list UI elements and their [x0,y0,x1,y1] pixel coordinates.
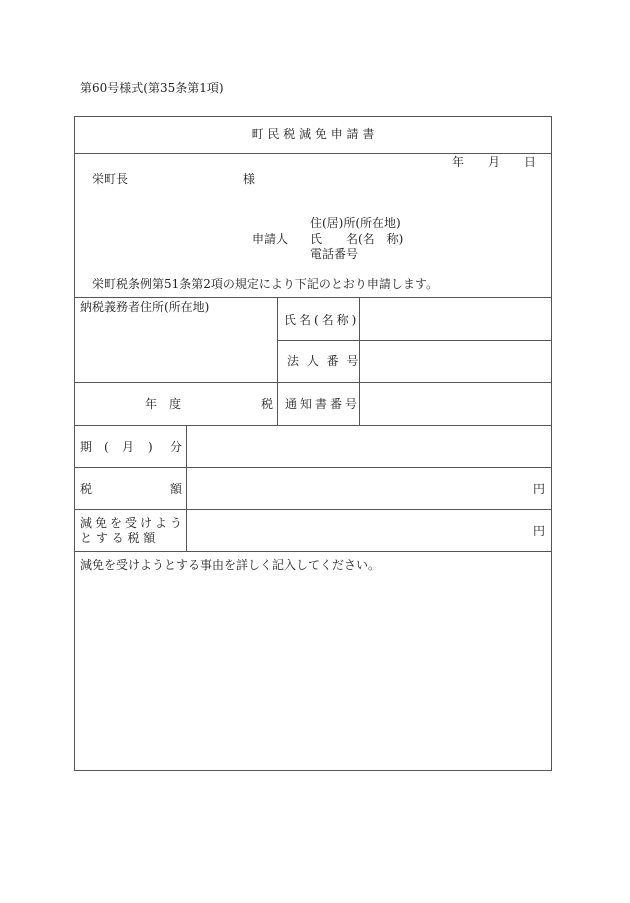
reduction-label-line1: 減免を受けよう [80,516,186,530]
notice-number-label: 通知書番号 [285,397,361,411]
reduction-label-line2: と す る 税 額 [80,531,156,545]
amount-row-line [74,509,552,510]
applicant-phone-label: 電話番号 [310,247,359,261]
applicant-address-label: 住(居)所(所在地) [310,216,401,230]
corporate-number-label: 法 人 番 号 [287,354,361,368]
name-row-line [277,340,552,341]
address-bottom-line [74,382,552,383]
year-row-line [74,425,552,426]
period-label-month: 月 [122,440,135,454]
taxpayer-address-label: 納税義務者住所(所在地) [80,300,210,314]
name-label: 氏名(名称) [284,313,360,327]
date-year: 年 [452,155,465,169]
label-column-line [277,297,278,425]
addressee-honorific: 様 [243,172,256,186]
date-day: 日 [524,155,537,169]
title-divider [74,153,552,154]
form-title: 町 民 税 減 免 申 請 書 [251,127,375,141]
period-label-open: ( [104,440,109,454]
reason-label: 減免を受けようとする事由を詳しく記入してください。 [80,558,381,572]
form-number: 第60号様式(第35条第1項) [80,81,224,95]
reduction-amount-yen: 円 [533,524,546,538]
tax-amount-label-gaku: 額 [170,482,183,496]
left-label-column-line [186,425,187,551]
applicant-name-label: 氏 名(名 称) [310,232,404,246]
application-statement: 栄町税条例第51条第2項の規定により下記のとおり申請します。 [92,277,438,291]
period-label-close: ) [148,440,153,454]
period-label-bun: 分 [170,440,183,454]
applicant-label: 申請人 [252,232,289,246]
fiscal-year-label: 年 度 [145,397,182,411]
form-frame [74,116,552,771]
tax-amount-label-zei: 税 [80,482,93,496]
table-top-line [74,297,552,298]
period-row-line [74,467,552,468]
period-label-ki: 期 [80,440,93,454]
reduction-row-line [74,551,552,552]
tax-label: 税 [261,397,274,411]
addressee-name: 栄町長 [92,172,129,186]
date-month: 月 [488,155,501,169]
tax-amount-yen: 円 [533,482,546,496]
